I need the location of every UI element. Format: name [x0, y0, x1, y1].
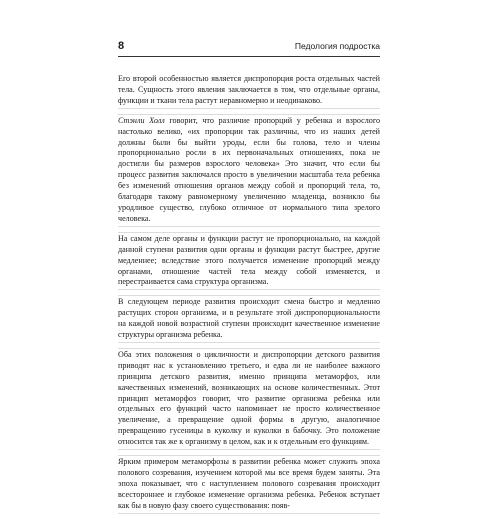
paragraph-5: Оба этих положения о цикличности и диспропорции детского развития приводят нас к установлению третьего, и едва ли не наиболее важного принципа детского развития, именно принципа метаморфоз, или качественных изменений, возникающих на основе количественных. Этот принцип метаморфоз говорит, что развитие организма ребенка или отдельных его функций часто напоминает не просто количественное увеличение, а превращение одной формы в другую, аналогичное превращению гусеницы в куколку и куколки в бабочку. Это положение относится так же к организму в целом, как и к отдельным его функциям. — [118, 348, 380, 450]
paragraph-6: Ярким примером метаморфозы в развитии ребенка может служить эпоха полового созревания, изучением которой мы все время будем заняты. Эта эпоха показывает, что с наступлением полового созревания происходит всестороннее и глубокое изменение организма ребенка. Ребенок вступает как бы в новую фазу своего существования: появ- — [118, 455, 380, 514]
running-title: Педология подростка — [294, 41, 380, 51]
page-number: 8 — [118, 40, 125, 52]
header-rule — [118, 56, 380, 57]
paragraph-4: В следующем периоде развития происходит смена быстро и медленно растущих сторон организма, и в результате этой диспропорциональности на каждой новой возрастной ступени происходит качественное изменение структуры организма ребенка. — [118, 295, 380, 343]
author-name: Стэнли Холл — [118, 115, 165, 125]
paragraph-3: На самом деле органы и функции растут не пропорционально, на каждой данной ступени развития одни органы и функции растут быстрее, другие медленнее; вследствие этого получается изменение пропорций между органами, отношение частей тела между собой изменяется, и перестраивается сама структура организма. — [118, 232, 380, 291]
body-text — [118, 73, 380, 519]
paragraph-2-text: говорит, что различие пропорций у ребенка и взрослого настолько велико, «их пропорции так различны, что из наших детей должны были бы выйти уроды, если бы голова, тело и члены пропорционально росли в их первоначальных отношениях, пока не достигли бы размеров взрослого человека» Это значит, что если бы процесс развития заключался просто в увеличении масштаба тела ребенка без изменений отношения органов между собой и пропорций тела, то, благодаря такому равномерному увеличению младенца, возникло бы уродливое существо, глубоко отличное от нормального типа зрелого человека. — [118, 115, 380, 223]
page-header — [118, 40, 380, 54]
paragraph-2 — [118, 114, 380, 227]
paragraph-1: Его второй особенностью является диспропорция роста отдельных частей тела. Сущность этого явления заключается в том, что отдельные органы, функции и ткани тела растут неравномерно и неодинаково. — [118, 73, 380, 109]
